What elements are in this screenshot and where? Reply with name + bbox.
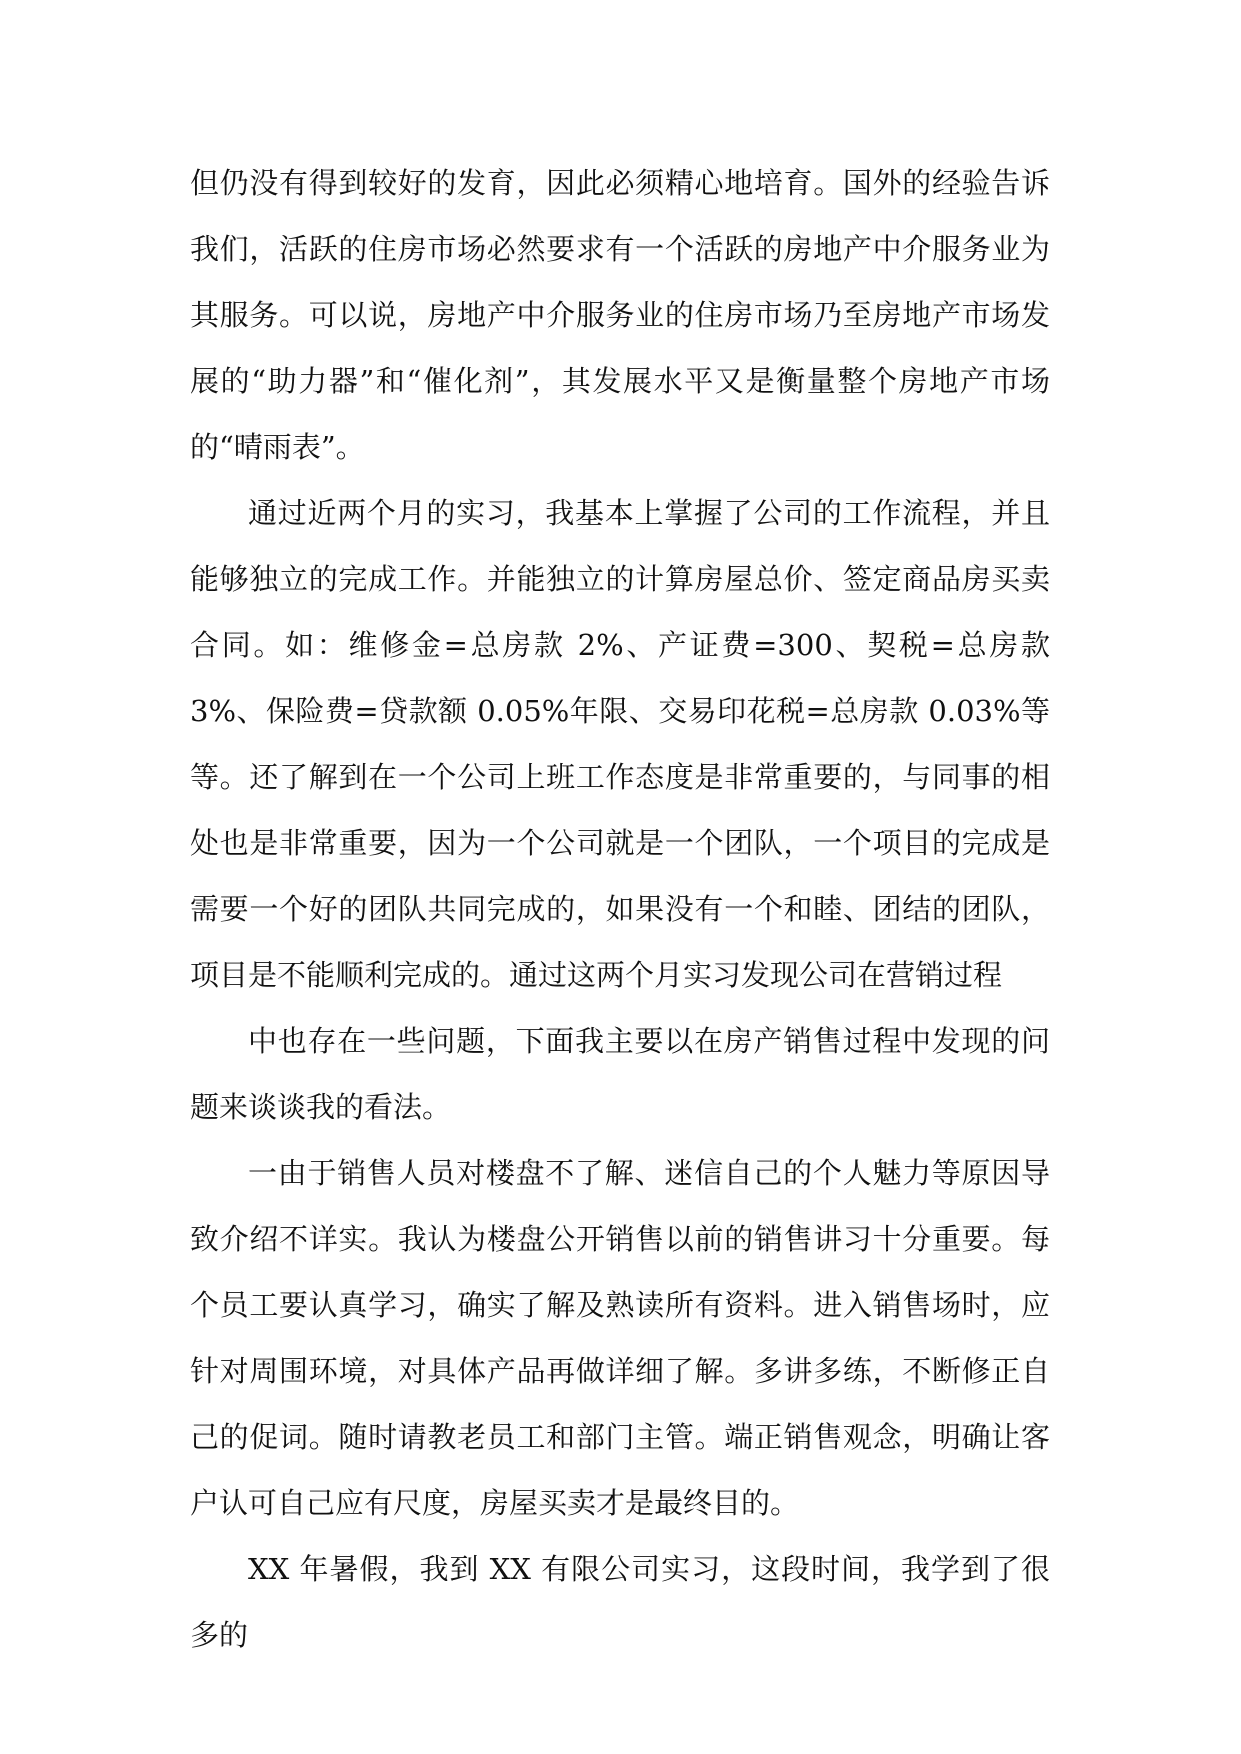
paragraph: 中也存在一些问题，下面我主要以在房产销售过程中发现的问题来谈谈我的看法。 bbox=[190, 1024, 1050, 1124]
paragraph: 一由于销售人员对楼盘不了解、迷信自己的个人魅力等原因导致介绍不详实。我认为楼盘公开销售以前的销售讲习十分重要。每个员工要认真学习，确实了解及熟读所有资料。进入销售场时，应针对周围环境，对具体产品再做详细了解。多讲多练，不断修正自己的促词。随时请教老员工和部门主管。端正销售观念，明确让客户认可自己应有尺度，房屋买卖才是最终目的。 bbox=[190, 1156, 1050, 1520]
paragraph: 但仍没有得到较好的发育，因此必须精心地培育。国外的经验告诉我们，活跃的住房市场必然要求有一个活跃的房地产中介服务业为其服务。可以说，房地产中介服务业的住房市场乃至房地产市场发展的“助力器”和“催化剂”，其发展水平又是衡量整个房地产市场的“晴雨表”。 bbox=[190, 166, 1050, 464]
paragraph: 通过近两个月的实习，我基本上掌握了公司的工作流程，并且能够独立的完成工作。并能独立的计算房屋总价、签定商品房买卖合同。如：维修金=总房款 2%、产证费=300、契税=总房款 3%、保险费=贷款额 0.05%年限、交易印花税=总房款 0.03%等等。还了解到在一个公司上班工作态度是非常重要的，与同事的相处也是非常重要，因为一个公司就是一个团队，一个项目的完成是需要一个好的团队共同完成的，如果没有一个和睦、团结的团队，项目是不能顺利完成的。通过这两个月实习发现公司在营销过程 bbox=[190, 496, 1050, 992]
paragraph: XX 年暑假，我到 XX 有限公司实习，这段时间，我学到了很多的 bbox=[190, 1552, 1050, 1652]
document-body bbox=[190, 150, 1050, 1668]
